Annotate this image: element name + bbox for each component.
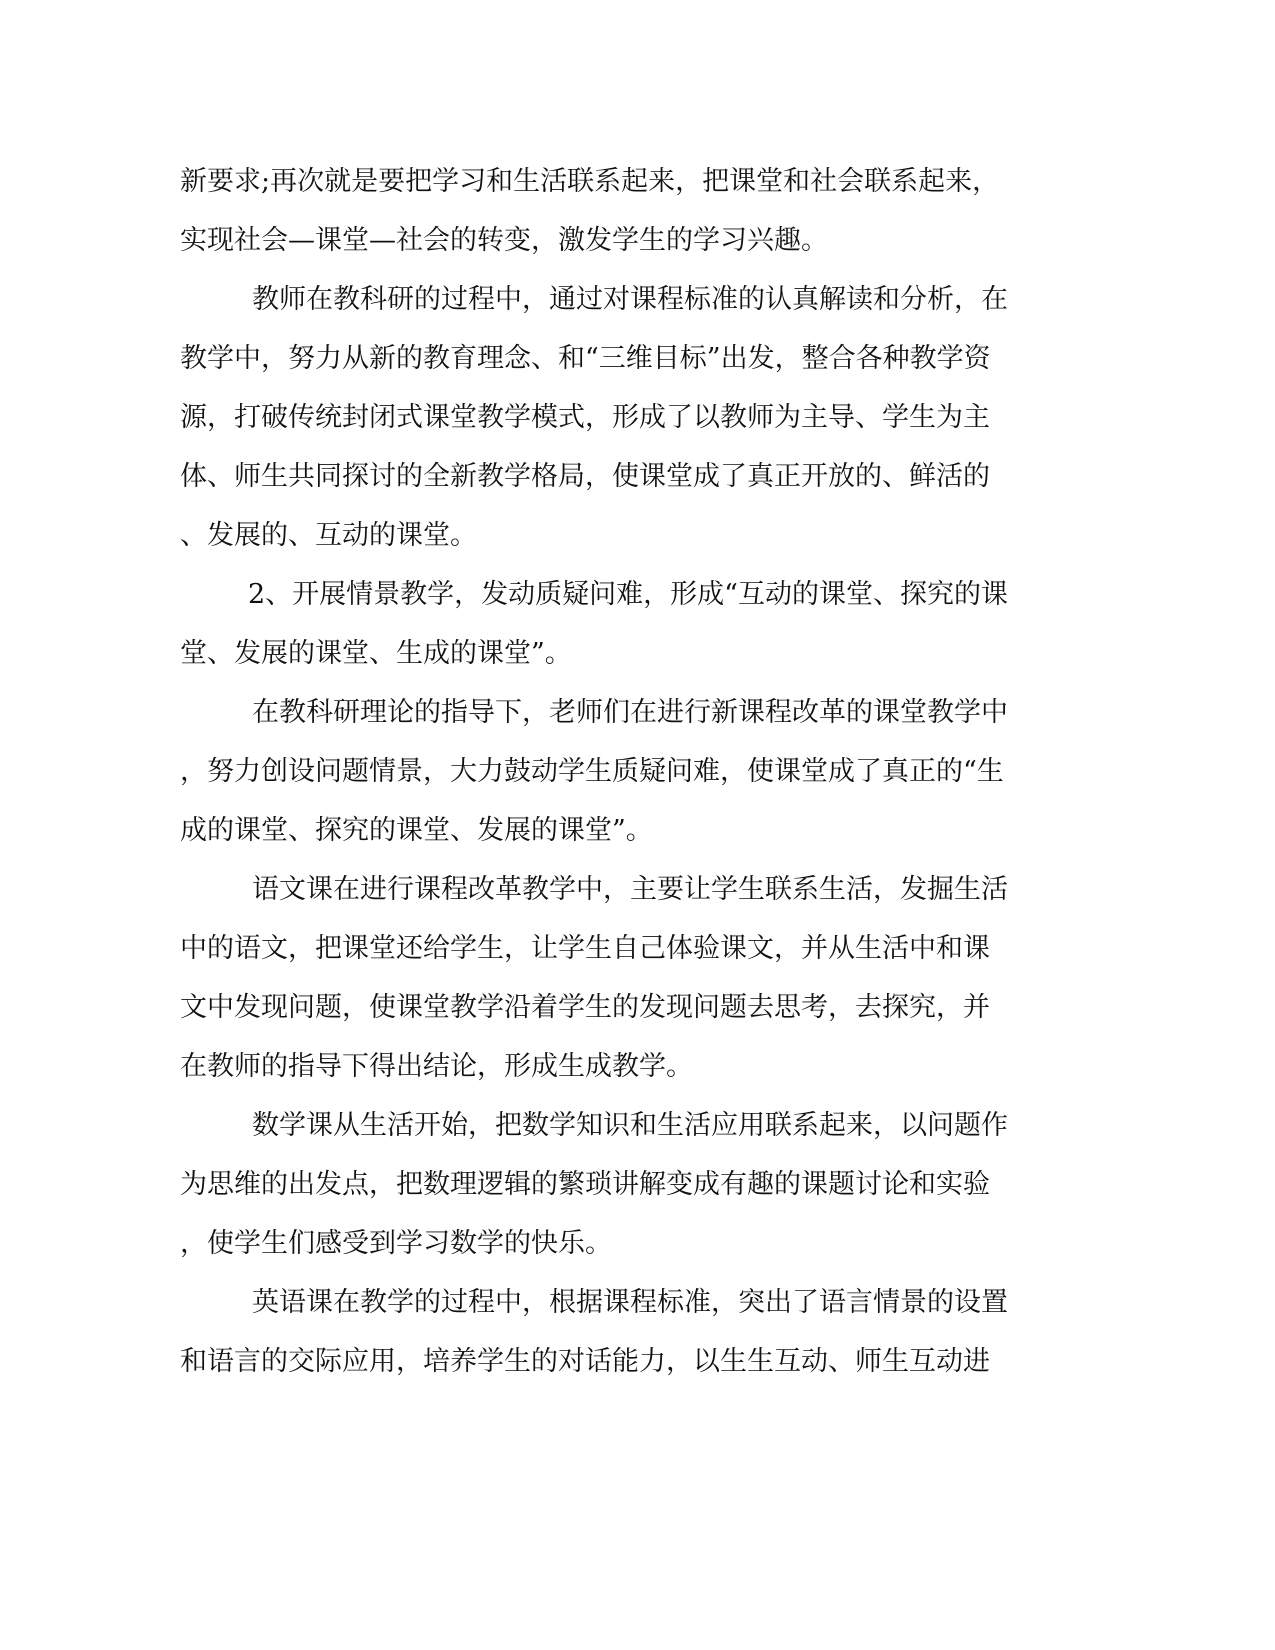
text-line: 、发展的、互动的课堂。 [180,520,477,551]
text-line: 和语言的交际应用，培养学生的对话能力，以生生互动、师生互动进 [180,1346,990,1377]
paragraph-first-line: 在教科研理论的指导下，老师们在进行新课程改革的课堂教学中 [252,697,1008,728]
text-line: 文中发现问题，使课堂教学沿着学生的发现问题去思考，去探究，并 [180,992,990,1023]
text-line: 实现社会—课堂—社会的转变，激发学生的学习兴趣。 [180,225,828,256]
text-line: ，使学生们感受到学习数学的快乐。 [180,1228,612,1259]
paragraph-first-line: 教师在教科研的过程中，通过对课程标准的认真解读和分析，在 [252,284,1008,315]
section-heading: 2、开展情景教学，发动质疑问难，形成“互动的课堂、探究的课 [248,579,1008,610]
text-line: 堂、发展的课堂、生成的课堂”。 [180,638,572,669]
paragraph-first-line: 数学课从生活开始，把数学知识和生活应用联系起来，以问题作 [252,1110,1008,1141]
text-line: 中的语文，把课堂还给学生，让学生自己体验课文，并从生活中和课 [180,933,990,964]
text-line: 新要求;再次就是要把学习和生活联系起来，把课堂和社会联系起来， [180,166,1000,197]
text-line: 体、师生共同探讨的全新教学格局，使课堂成了真正开放的、鲜活的 [180,461,990,492]
paragraph-first-line: 语文课在进行课程改革教学中，主要让学生联系生活，发掘生活 [252,874,1008,905]
text-line: 源，打破传统封闭式课堂教学模式，形成了以教师为主导、学生为主 [180,402,990,433]
text-line: 教学中，努力从新的教育理念、和“三维目标”出发，整合各种教学资 [180,343,991,374]
text-line: 在教师的指导下得出结论，形成生成教学。 [180,1051,693,1082]
text-line: 为思维的出发点，把数理逻辑的繁琐讲解变成有趣的课题讨论和实验 [180,1169,990,1200]
text-line: 成的课堂、探究的课堂、发展的课堂”。 [180,815,653,846]
text-line: ，努力创设问题情景，大力鼓动学生质疑问难，使课堂成了真正的“生 [180,756,1004,787]
paragraph-first-line: 英语课在教学的过程中，根据课程标准，突出了语言情景的设置 [252,1287,1008,1318]
